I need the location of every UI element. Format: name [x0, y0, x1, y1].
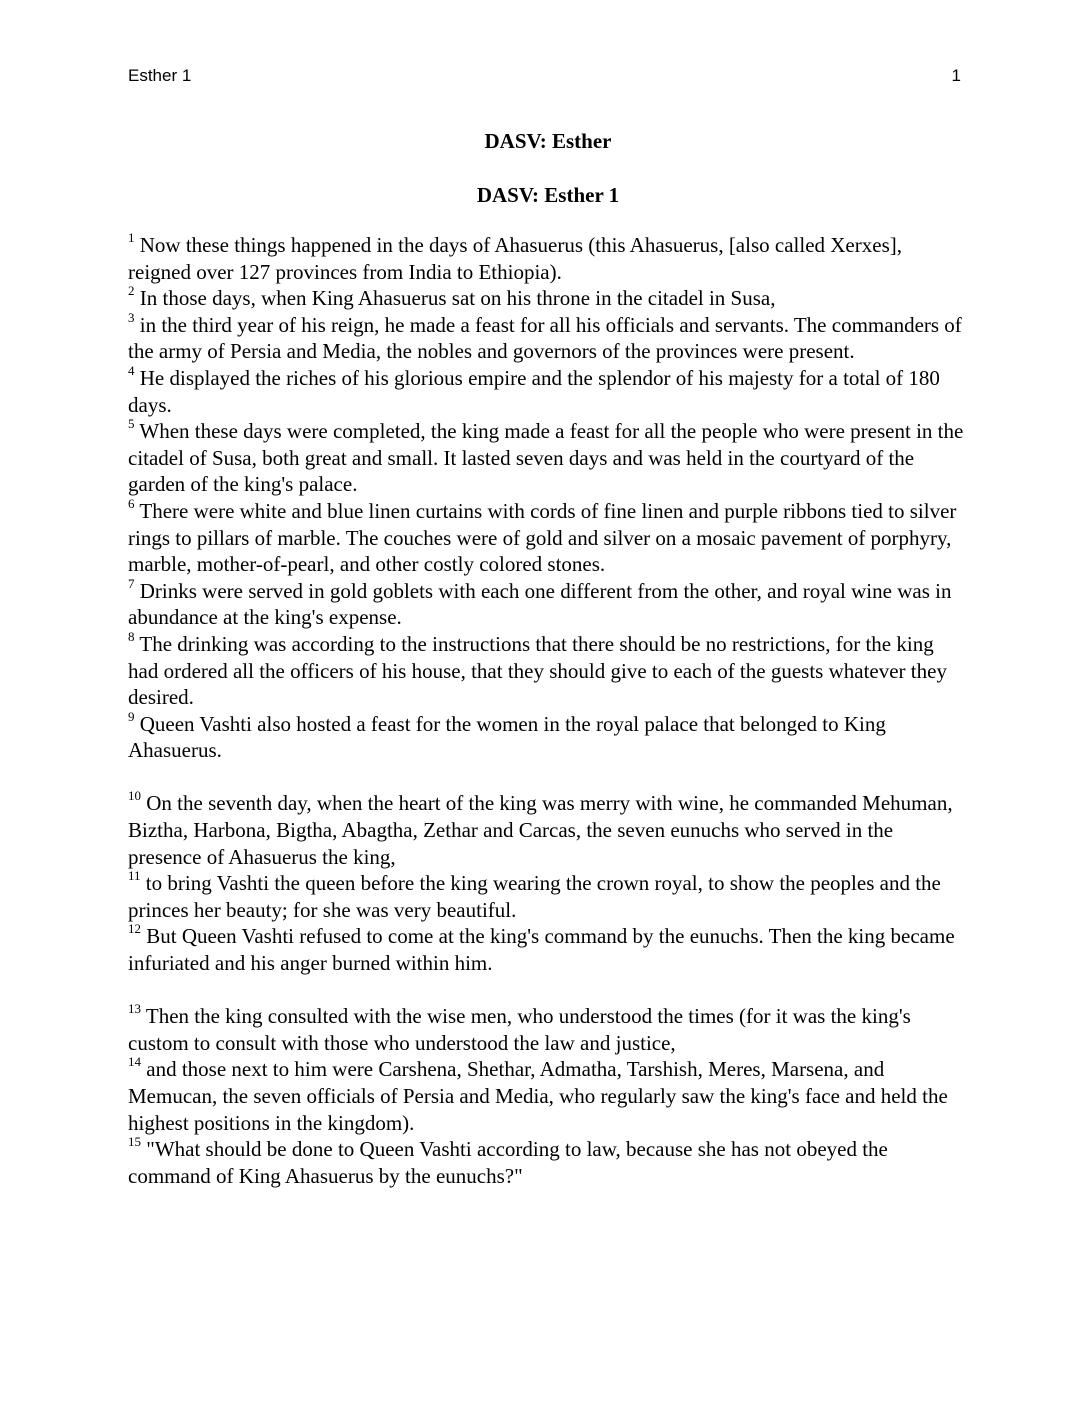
verse-number: 7 — [128, 575, 135, 591]
verse — [128, 1056, 968, 1136]
verse-number: 1 — [128, 230, 135, 245]
verse-number: 14 — [128, 1054, 141, 1070]
verse-number: 3 — [128, 309, 135, 325]
verse-number: 13 — [128, 1001, 141, 1017]
verse — [128, 232, 968, 285]
verse — [128, 418, 968, 498]
verse — [128, 575, 968, 631]
verse-number: 11 — [128, 868, 141, 884]
verse-number: 5 — [128, 416, 135, 432]
verse-text: He displayed the riches of his glorious empire and the splendor of his majesty for a total of 180 days. — [128, 365, 940, 417]
verse-number: 9 — [128, 708, 135, 724]
verse-number: 2 — [128, 283, 135, 299]
chapter-body — [128, 232, 968, 1189]
verse — [128, 1136, 968, 1189]
verse-text: Then the king consulted with the wise men, who understood the times (for it was the king's custom to consult with those who understood the law and justice, — [128, 1004, 911, 1055]
verse — [128, 708, 968, 764]
verse — [128, 285, 968, 312]
verse — [128, 309, 968, 365]
verse-number: 10 — [128, 788, 141, 804]
verse-number: 15 — [128, 1134, 141, 1150]
verse-number: 4 — [128, 362, 135, 378]
verse-text: Drinks were served in gold goblets with each one different from the other, and royal wine was in abundance at the king's expense. — [128, 578, 952, 630]
chapter-title: DASV: Esther 1 — [476, 183, 620, 207]
verse-text: Queen Vashti also hosted a feast for the women in the royal palace that belonged to King Ahasuerus. — [128, 711, 886, 763]
verse-number: 12 — [128, 921, 141, 937]
verse-text: to bring Vashti the queen before the king wearing the crown royal, to show the peoples and the princes her beauty; for she was very beautiful. — [128, 871, 941, 922]
verse-text: On the seventh day, when the heart of the king was merry with wine, he commanded Mehuman, Biztha, Harbona, Bigtha, Abagtha, Zethar and Carcas, the seven eunuchs who served in the presence of Ahasuerus the king, — [128, 791, 953, 869]
verse — [128, 790, 968, 870]
running-header-title: Esther 1 — [128, 66, 192, 85]
verse-text: Now these things happened in the days of Ahasuerus (this Ahasuerus, [also called Xerxes], reigned over 127 provinces from India to Ethiopia). — [128, 233, 902, 284]
verse-text: in the third year of his reign, he made a feast for all his officials and servants. The commanders of the army of Persia and Media, the nobles and governors of the provinces were present. — [128, 312, 962, 364]
page-number: 1 — [951, 66, 961, 85]
verse-text: When these days were completed, the king made a feast for all the people who were present in the citadel of Susa, both great and small. It lasted seven days and was held in the courtyard of the garden of the king's palace. — [128, 419, 964, 497]
verse — [128, 1003, 968, 1056]
verse-number: 8 — [128, 628, 135, 644]
verse-number: 6 — [128, 495, 135, 511]
verse — [128, 870, 968, 923]
paragraph-gap — [128, 764, 968, 791]
verse-text: and those next to him were Carshena, Shethar, Admatha, Tarshish, Meres, Marsena, and Memucan, the seven officials of Persia and Media, who regularly saw the king's face and held the highest positions in the kingdom). — [128, 1057, 948, 1135]
paragraph-gap — [128, 977, 968, 1004]
verse-text: But Queen Vashti refused to come at the king's command by the eunuchs. Then the king became infuriated and his anger burned within him. — [128, 924, 955, 976]
running-header — [128, 66, 961, 90]
verse — [128, 923, 968, 976]
verse-text: There were white and blue linen curtains with cords of fine linen and purple ribbons tied to silver rings to pillars of marble. The couches were of gold and silver on a mosaic pavement of porphyry, marble, mother-of-pearl, and other costly colored stones. — [128, 498, 957, 577]
verse — [128, 495, 968, 578]
verse-text: In those days, when King Ahasuerus sat on his throne in the citadel in Susa, — [134, 286, 776, 311]
verse — [128, 628, 968, 711]
book-title: DASV: Esther — [484, 129, 612, 153]
verse-text: The drinking was according to the instructions that there should be no restrictions, for the king had ordered all the officers of his house, that they should give to each of the guests whatever they desired. — [128, 631, 947, 710]
verse — [128, 362, 968, 418]
verse-text: "What should be done to Queen Vashti according to law, because she has not obeyed the command of King Ahasuerus by the eunuchs?" — [128, 1137, 888, 1188]
